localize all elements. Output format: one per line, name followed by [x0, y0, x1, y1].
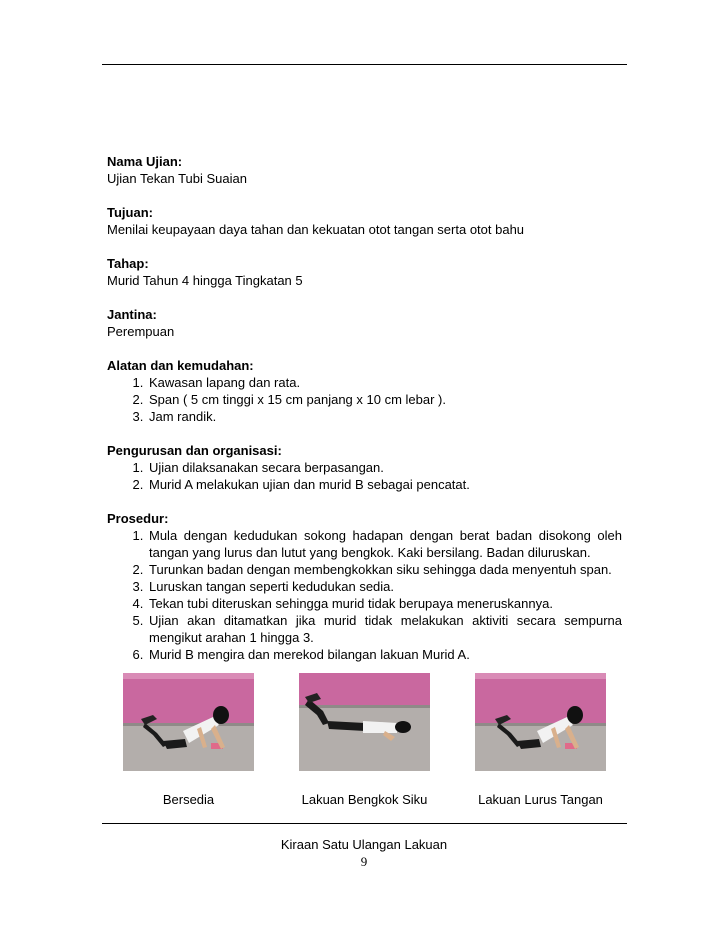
list-item: 3. Jam randik.	[147, 408, 622, 425]
section-alatan	[107, 357, 622, 425]
section-nama-ujian	[107, 153, 622, 187]
list-item: 6. Murid B mengira dan merekod bilangan lakuan Murid A.	[147, 646, 622, 663]
pengurusan-list	[107, 459, 622, 493]
prosedur-heading: Prosedur:	[107, 511, 169, 526]
tahap-value: Murid Tahun 4 hingga Tingkatan 5	[107, 273, 303, 288]
footer-caption: Kiraan Satu Ulangan Lakuan	[280, 837, 448, 852]
caption-bersedia: Bersedia	[162, 792, 215, 807]
section-pengurusan	[107, 442, 622, 493]
list-item: 1. Kawasan lapang dan rata.	[147, 374, 622, 391]
section-tahap	[107, 255, 622, 289]
tujuan-heading: Tujuan:	[107, 205, 153, 220]
nama-ujian-value: Ujian Tekan Tubi Suaian	[107, 171, 247, 186]
caption-lakuan-lurus-tangan: Lakuan Lurus Tangan	[478, 792, 603, 807]
page-number: 9	[360, 854, 368, 869]
caption-lakuan-bengkok-siku: Lakuan Bengkok Siku	[301, 792, 428, 807]
list-item: 2. Murid A melakukan ujian dan murid B sebagai pencatat.	[147, 476, 622, 493]
photo-lakuan-lurus-tangan	[475, 673, 606, 771]
list-item: 4. Tekan tubi diteruskan sehingga murid tidak berupaya meneruskannya.	[147, 595, 622, 612]
section-jantina	[107, 306, 622, 340]
nama-ujian-heading: Nama Ujian:	[107, 154, 183, 169]
document-body	[107, 153, 622, 680]
pengurusan-heading: Pengurusan dan organisasi:	[107, 443, 282, 458]
tahap-heading: Tahap:	[107, 256, 149, 271]
tujuan-value: Menilai keupayaan daya tahan dan kekuatan otot tangan serta otot bahu	[107, 222, 525, 237]
photo-lakuan-bengkok-siku	[299, 673, 430, 771]
alatan-heading: Alatan dan kemudahan:	[107, 358, 254, 373]
footer-rule	[102, 823, 627, 824]
header-rule	[102, 64, 627, 65]
list-item: 3. Luruskan tangan seperti kedudukan sedia.	[147, 578, 622, 595]
list-item: 1. Mula dengan kedudukan sokong hadapan dengan berat badan disokong oleh tangan yang lurus dan lutut yang bengkok. Kaki bersilang. Badan diluruskan.	[147, 527, 622, 561]
jantina-value: Perempuan	[107, 324, 175, 339]
list-item: 1. Ujian dilaksanakan secara berpasangan.	[147, 459, 622, 476]
list-item: 5. Ujian akan ditamatkan jika murid tidak melakukan aktiviti secara sempurna mengikut arahan 1 hingga 3.	[147, 612, 622, 646]
prosedur-list	[107, 527, 622, 663]
list-item: 2. Turunkan badan dengan membengkokkan siku sehingga dada menyentuh span.	[147, 561, 622, 578]
list-item: 2. Span ( 5 cm tinggi x 15 cm panjang x 10 cm lebar ).	[147, 391, 622, 408]
photo-bersedia	[123, 673, 254, 771]
section-tujuan	[107, 204, 622, 238]
jantina-heading: Jantina:	[107, 307, 157, 322]
alatan-list	[107, 374, 622, 425]
section-prosedur	[107, 510, 622, 663]
